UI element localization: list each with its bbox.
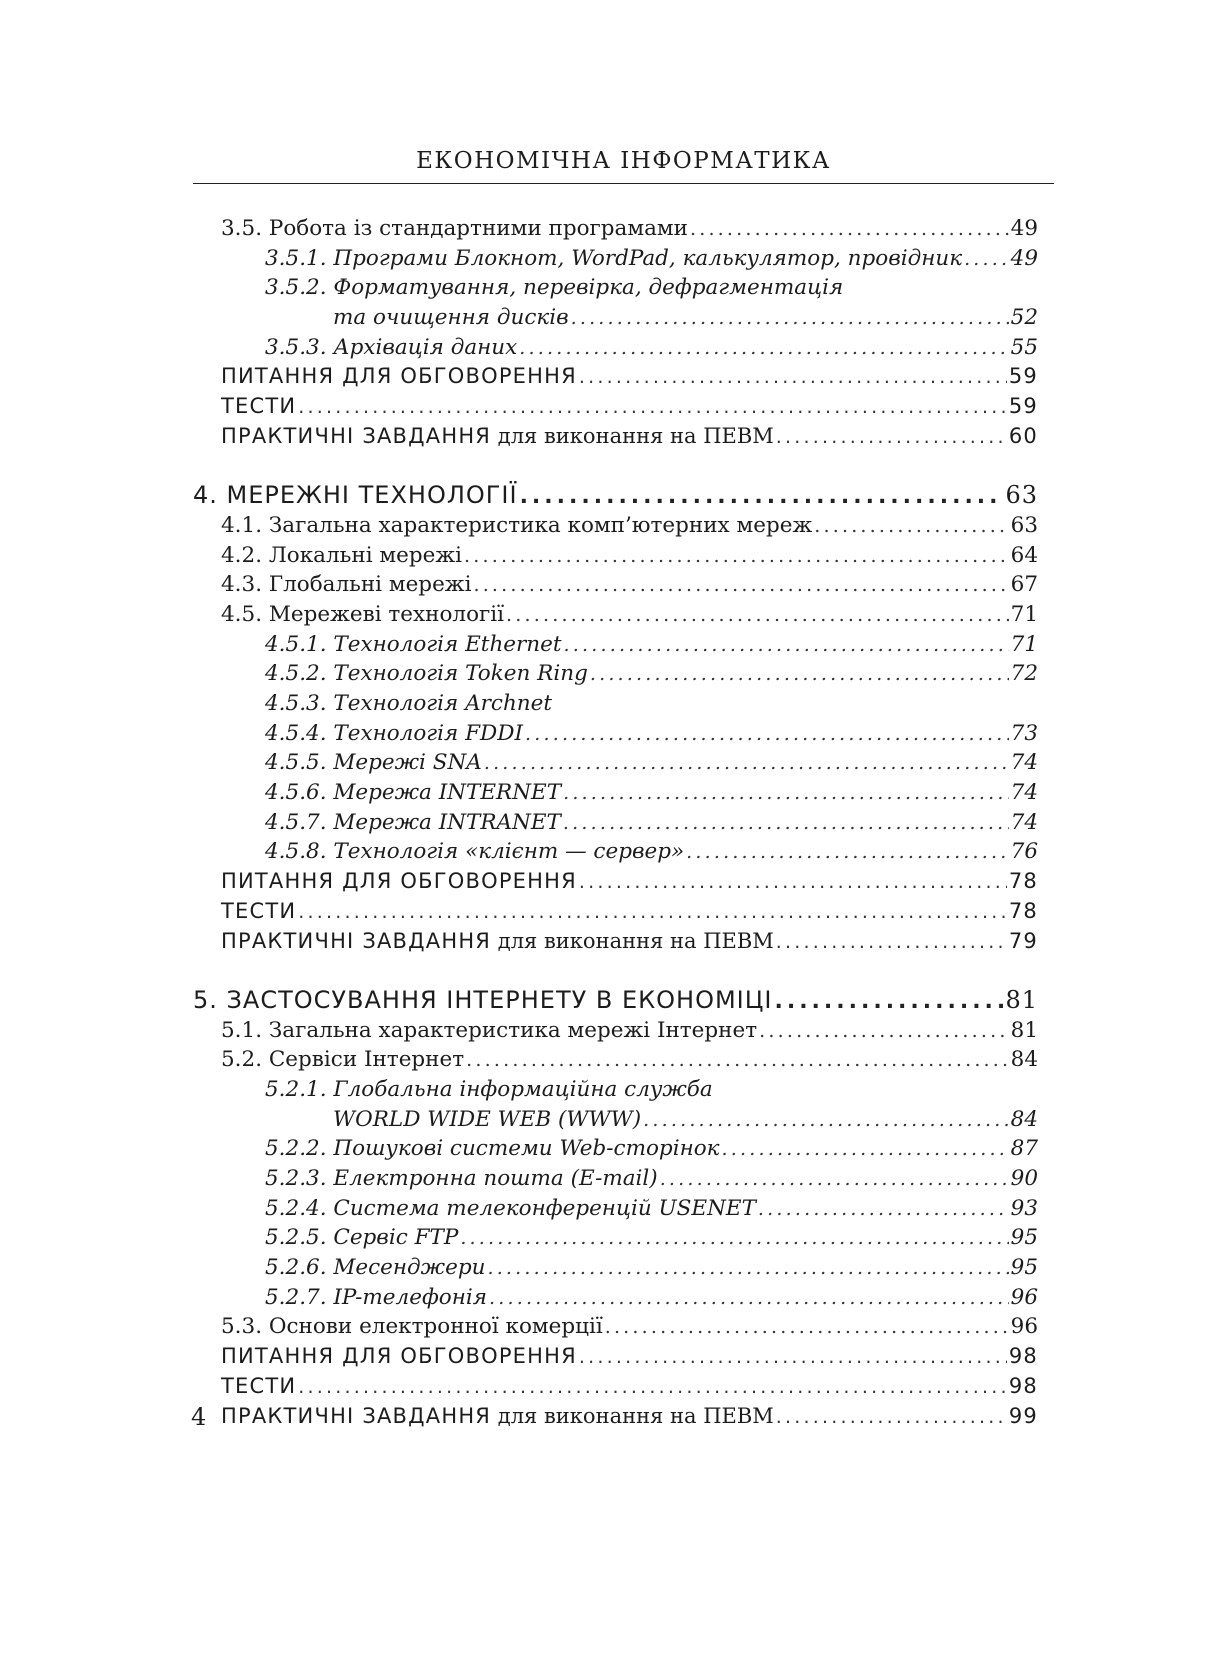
toc-page-number: 74 [1010, 780, 1038, 806]
toc-entry-title [221, 1402, 774, 1432]
toc-dot-leader [298, 1373, 1007, 1403]
toc-entry-title-text: ТЕСТИ [221, 1373, 297, 1398]
toc-page-number: 99 [1008, 1403, 1038, 1428]
toc-entry-title-text: 4.5.7. Мережа INTRANET [265, 809, 561, 835]
toc-entry-title-text: ТЕСТИ [221, 898, 297, 923]
toc-page-number: 59 [1008, 364, 1038, 389]
toc-dot-leader [464, 542, 1009, 572]
toc-page-number: 74 [1010, 809, 1038, 835]
toc-page-number: 87 [1010, 1136, 1038, 1162]
toc-entry[interactable] [193, 927, 1038, 957]
toc-entry-title-text: 3.5. Робота із стандартними програмами [221, 216, 688, 241]
toc-dot-leader [563, 779, 1009, 809]
toc-entry-title-text: 4. МЕРЕЖНІ ТЕХНОЛОГІЇ [193, 481, 518, 510]
toc-entry-title-text: 3.5.2. Форматування, перевірка, дефрагментація [265, 275, 844, 301]
toc-entry-title [221, 392, 296, 422]
toc-entry-title [265, 778, 561, 808]
toc-page-number: 49 [1010, 216, 1038, 241]
toc-entry-title [265, 333, 517, 363]
toc-entry-title-text: 4.5.5. Мережі SNA [265, 750, 482, 776]
toc-entry-title-text: 5.3. Основи електронної комерції [221, 1314, 603, 1340]
toc-dot-leader [776, 928, 1007, 958]
toc-page-number: 81 [1005, 985, 1038, 1014]
table-of-contents [193, 214, 1038, 1431]
toc-dot-leader [814, 512, 1008, 542]
toc-dot-leader [964, 245, 1009, 275]
toc-dot-leader [579, 868, 1007, 898]
toc-entry[interactable] [193, 867, 1038, 897]
toc-entry-title-text: 4.3. Глобальні мережі [221, 572, 472, 598]
toc-entry-title-text: 3.5.3. Архівація даних [265, 334, 518, 360]
toc-entry-title-text: 5.2. Сервіси Інтернет [221, 1047, 465, 1073]
toc-entry-title [265, 1164, 658, 1194]
toc-dot-leader [590, 660, 1009, 690]
toc-entry-title-text: 5.1. Загальна характеристика мережі Інтернет [221, 1017, 758, 1043]
toc-page-number: 78 [1008, 898, 1038, 923]
toc-dot-leader [487, 1254, 1008, 1284]
toc-entry-title [265, 1283, 487, 1313]
toc-page-number: 93 [1010, 1195, 1038, 1221]
toc-page-number: 60 [1008, 423, 1038, 448]
toc-entry[interactable] [193, 808, 1038, 838]
toc-entry-title-text: 4.5.2. Технологія Token Ring [265, 661, 588, 687]
toc-entry-title [265, 808, 561, 838]
toc-entry-title-text: 4.5.1. Технологія Ethernet [265, 631, 562, 657]
toc-entry-title-text: 5. ЗАСТОСУВАННЯ ІНТЕРНЕТУ В ЕКОНОМІЦІ [193, 985, 773, 1014]
toc-entry-title [221, 1312, 603, 1342]
toc-entry-title-suffix: для виконання на ПЕВМ [491, 423, 774, 448]
toc-entry-title [221, 1045, 464, 1075]
toc-entry-title-text: ПРАКТИЧНІ ЗАВДАННЯ [221, 1403, 492, 1428]
toc-entry[interactable] [193, 1342, 1038, 1372]
toc-entry[interactable] [193, 778, 1038, 808]
toc-entry-title [221, 600, 504, 630]
toc-entry-title [265, 689, 552, 719]
toc-entry-title-text: 5.2.6. Месенджери [265, 1255, 486, 1281]
toc-entry[interactable] [193, 244, 1038, 274]
toc-entry[interactable] [193, 600, 1038, 630]
toc-page-number: 55 [1010, 334, 1038, 360]
toc-dot-leader [564, 631, 1009, 661]
toc-dot-leader [759, 1017, 1009, 1047]
toc-spacer [193, 452, 1038, 482]
toc-entry[interactable] [193, 1164, 1038, 1194]
toc-page-number: 84 [1010, 1106, 1038, 1132]
toc-page-number: 95 [1010, 1225, 1038, 1251]
toc-page-number: 84 [1010, 1047, 1038, 1073]
toc-entry-title-text: ПИТАННЯ ДЛЯ ОБГОВОРЕННЯ [221, 364, 577, 389]
toc-dot-leader [643, 1106, 1009, 1136]
toc-entry-title [265, 1223, 458, 1253]
toc-entry-title [265, 273, 843, 303]
toc-entry[interactable] [193, 1402, 1038, 1432]
toc-entry[interactable] [193, 1253, 1038, 1283]
toc-dot-leader [579, 1343, 1007, 1373]
toc-entry[interactable] [193, 392, 1038, 422]
toc-entry[interactable] [193, 748, 1038, 778]
toc-entry-title-text: 5.2.7. IP-телефонія [265, 1284, 487, 1310]
toc-dot-leader [525, 720, 1009, 750]
toc-entry-title-text: 5.2.2. Пошукові системи Web-сторінок [265, 1136, 720, 1162]
toc-entry-title [265, 244, 962, 274]
toc-entry[interactable] [193, 1075, 1038, 1105]
toc-entry-title [265, 748, 482, 778]
toc-entry-title [221, 897, 296, 927]
toc-spacer [193, 956, 1038, 986]
toc-dot-leader [298, 393, 1007, 423]
toc-page-number: 76 [1010, 839, 1038, 865]
toc-entry-title-text: 4.5.4. Технологія FDDI [265, 720, 523, 746]
toc-entry[interactable] [193, 541, 1038, 571]
toc-dot-leader [473, 571, 1008, 601]
toc-dot-leader [506, 601, 1009, 631]
toc-dot-leader [690, 215, 1009, 245]
toc-entry[interactable] [193, 659, 1038, 689]
toc-entry-title [333, 303, 569, 333]
toc-page-number: 63 [1010, 512, 1038, 538]
toc-entry-title [193, 986, 772, 1016]
toc-entry-title [221, 362, 577, 392]
toc-dot-leader [298, 898, 1007, 928]
toc-entry[interactable] [193, 1105, 1038, 1135]
toc-entry[interactable] [193, 719, 1038, 749]
toc-entry-title-text: 5.2.4. Система телеконференцій USENET [265, 1195, 756, 1221]
header-rule [193, 183, 1054, 184]
page-number: 4 [191, 1403, 207, 1431]
toc-dot-leader [758, 1195, 1009, 1225]
toc-dot-leader [520, 482, 1004, 512]
toc-entry-title [221, 927, 774, 957]
toc-entry-title [221, 1342, 577, 1372]
toc-entry[interactable] [193, 1134, 1038, 1164]
toc-page-number: 73 [1010, 720, 1038, 746]
toc-page-number: 98 [1008, 1344, 1038, 1369]
toc-entry[interactable] [193, 837, 1038, 867]
toc-entry-title-text: 5.2.3. Електронна пошта (E-mail) [265, 1166, 658, 1191]
toc-entry-title-suffix: для виконання на ПЕВМ [491, 928, 774, 953]
toc-dot-leader [466, 1046, 1009, 1076]
toc-entry-title-suffix: для виконання на ПЕВМ [491, 1403, 774, 1428]
toc-entry-title [193, 481, 518, 511]
toc-entry[interactable] [193, 689, 1038, 719]
toc-entry-title [221, 541, 462, 571]
toc-dot-leader [519, 334, 1008, 364]
toc-entry[interactable] [193, 1194, 1038, 1224]
toc-page-number: 72 [1010, 661, 1038, 687]
toc-dot-leader [563, 809, 1009, 839]
toc-entry-title-text: 3.5.1. Програми Блокнот, WordPad, калькулятор, провідник [265, 245, 963, 271]
toc-entry[interactable] [193, 273, 1038, 303]
toc-entry[interactable] [193, 570, 1038, 600]
toc-dot-leader [776, 423, 1007, 453]
toc-page-number: 74 [1010, 750, 1038, 776]
toc-entry-title-text: 4.5.3. Технологія Archnet [265, 691, 553, 716]
toc-dot-leader [605, 1313, 1009, 1343]
toc-page-number: 78 [1008, 869, 1038, 894]
toc-entry-title-text: 5.2.1. Глобальна інформаційна служба [265, 1076, 713, 1102]
toc-entry-title [265, 1194, 756, 1224]
toc-page-number: 63 [1005, 481, 1038, 510]
toc-entry[interactable] [193, 897, 1038, 927]
toc-entry[interactable] [193, 214, 1038, 244]
toc-dot-leader [489, 1284, 1009, 1314]
toc-entry[interactable] [193, 1372, 1038, 1402]
toc-entry-title-text: 4.5. Мережеві технології [221, 601, 505, 627]
toc-page-number: 81 [1010, 1017, 1038, 1043]
toc-entry-title [221, 1016, 757, 1046]
toc-entry-title [221, 570, 471, 600]
toc-entry-title-text: та очищення дисків [333, 305, 569, 331]
toc-entry[interactable] [193, 303, 1038, 333]
toc-entry-title-text: 4.5.8. Технологія «клієнт — сервер» [265, 839, 685, 865]
toc-page-number: 95 [1010, 1255, 1038, 1281]
toc-page-number: 71 [1010, 631, 1038, 657]
toc-entry-title [265, 1134, 720, 1164]
toc-entry-title-text: ПРАКТИЧНІ ЗАВДАННЯ [221, 423, 492, 448]
toc-entry-title-text: WORLD WIDE WEB (WWW) [333, 1106, 642, 1132]
toc-entry-title [221, 422, 774, 452]
toc-dot-leader [774, 987, 1003, 1017]
toc-entry[interactable] [193, 1045, 1038, 1075]
toc-entry-title [265, 837, 684, 867]
toc-entry[interactable] [193, 1283, 1038, 1313]
toc-entry-title-text: ПИТАННЯ ДЛЯ ОБГОВОРЕННЯ [221, 1344, 577, 1369]
toc-page-number: 96 [1010, 1284, 1038, 1310]
toc-entry[interactable] [193, 1223, 1038, 1253]
toc-entry[interactable] [193, 422, 1038, 452]
toc-entry[interactable] [193, 333, 1038, 363]
toc-entry-title [265, 659, 588, 689]
toc-entry-title-text: 4.1. Загальна характеристика комп’ютерних мереж [221, 512, 813, 538]
toc-page-number: 96 [1010, 1314, 1038, 1340]
toc-entry[interactable] [193, 362, 1038, 392]
toc-dot-leader [660, 1165, 1009, 1195]
toc-page-number: 71 [1010, 601, 1038, 627]
toc-entry-title [221, 867, 577, 897]
toc-entry[interactable] [193, 630, 1038, 660]
toc-page-number: 49 [1010, 245, 1038, 271]
toc-entry-title-text: 5.2.5. Сервіс FTP [265, 1225, 459, 1251]
toc-entry-title [265, 719, 523, 749]
toc-page-number: 79 [1008, 928, 1038, 953]
toc-entry-title-text: ПИТАННЯ ДЛЯ ОБГОВОРЕННЯ [221, 869, 577, 894]
toc-entry-title-text: ПРАКТИЧНІ ЗАВДАННЯ [221, 928, 492, 953]
toc-dot-leader [776, 1403, 1007, 1433]
toc-dot-leader [460, 1224, 1008, 1254]
toc-entry-title-text: ТЕСТИ [221, 394, 297, 419]
toc-dot-leader [686, 838, 1009, 868]
toc-page-number: 64 [1010, 542, 1038, 568]
toc-dot-leader [571, 304, 1009, 334]
toc-page-number: 52 [1010, 305, 1038, 331]
toc-page-number: 67 [1010, 572, 1038, 598]
toc-entry-title [265, 1253, 485, 1283]
toc-page-number: 59 [1008, 394, 1038, 419]
toc-entry-title [265, 1075, 713, 1105]
toc-dot-leader [579, 363, 1007, 393]
toc-page-number: 90 [1010, 1166, 1038, 1191]
toc-entry-title [221, 214, 688, 244]
toc-entry-title [221, 1372, 296, 1402]
toc-entry-title [333, 1105, 641, 1135]
toc-page-number: 98 [1008, 1373, 1038, 1398]
toc-entry[interactable] [193, 986, 1038, 1016]
toc-entry[interactable] [193, 1312, 1038, 1342]
toc-entry[interactable] [193, 511, 1038, 541]
toc-entry-title-text: 4.2. Локальні мережі [221, 542, 462, 568]
page-header-title: ЕКОНОМІЧНА ІНФОРМАТИКА [416, 148, 831, 174]
toc-entry-title [265, 630, 562, 660]
toc-dot-leader [722, 1135, 1009, 1165]
toc-entry-title-text: 4.5.6. Мережа INTERNET [265, 780, 562, 806]
toc-entry[interactable] [193, 1016, 1038, 1046]
toc-dot-leader [484, 749, 1009, 779]
toc-entry[interactable] [193, 481, 1038, 511]
toc-entry-title [221, 511, 812, 541]
